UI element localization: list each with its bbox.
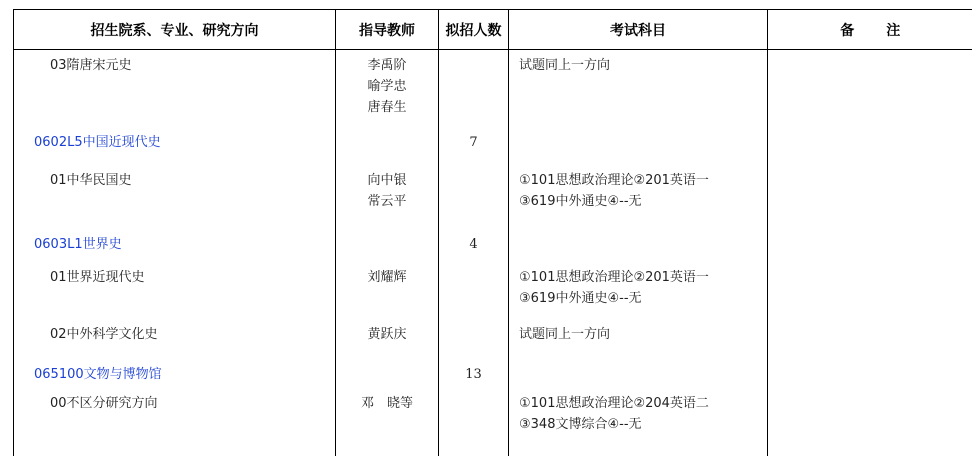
supervisor-cell xyxy=(336,356,439,388)
exam-subjects-cell xyxy=(509,124,768,165)
supervisor-name: 常云平 xyxy=(367,193,407,209)
quota-cell: 7 xyxy=(439,124,509,165)
major-name: 0602L5中国近现代史 xyxy=(14,124,336,165)
remarks-cell xyxy=(768,319,972,356)
exam-subjects-line: ①101思想政治理论②201英语一 xyxy=(519,269,709,285)
major-name: 065100文物与博物馆 xyxy=(14,356,336,388)
supervisor-name: 李禹阶 xyxy=(367,58,407,73)
exam-subjects-cell xyxy=(509,319,768,356)
quota-cell xyxy=(439,165,509,226)
remarks-cell xyxy=(768,165,972,226)
supervisor-cell xyxy=(336,165,439,226)
quota-cell xyxy=(439,262,509,319)
supervisor-cell xyxy=(336,124,439,165)
exam-subjects-line: 试题同上一方向 xyxy=(519,58,611,73)
supervisor-name: 向中银 xyxy=(367,172,407,188)
remarks-cell xyxy=(768,50,972,124)
header-remarks-b: 注 xyxy=(886,22,901,39)
header-exam-subjects: 考试科目 xyxy=(509,10,768,50)
header-remarks-a: 备 xyxy=(840,22,855,39)
quota-cell xyxy=(439,388,509,456)
supervisor-name: 刘耀辉 xyxy=(367,269,407,285)
supervisor-cell xyxy=(336,388,439,456)
enrollment-table xyxy=(13,9,972,456)
table-row-major xyxy=(14,226,972,262)
direction-name: 03隋唐宋元史 xyxy=(14,50,336,124)
exam-subjects-line: 试题同上一方向 xyxy=(519,326,611,342)
exam-subjects-line: ①101思想政治理论②204英语二 xyxy=(519,395,709,411)
header-remarks xyxy=(768,10,972,50)
quota-cell xyxy=(439,319,509,356)
quota-cell xyxy=(439,50,509,124)
exam-subjects-cell xyxy=(509,388,768,456)
exam-subjects-line: ③348文博综合④--无 xyxy=(519,416,642,432)
supervisor-name: 唐春生 xyxy=(367,100,407,115)
supervisor-cell xyxy=(336,262,439,319)
exam-subjects-line: ③619中外通史④--无 xyxy=(519,193,642,209)
table-row-major xyxy=(14,356,972,388)
table-row-major xyxy=(14,124,972,165)
supervisor-cell xyxy=(336,226,439,262)
exam-subjects-cell xyxy=(509,262,768,319)
table-row xyxy=(14,319,972,356)
remarks-cell xyxy=(768,356,972,388)
remarks-cell xyxy=(768,388,972,456)
quota-cell: 13 xyxy=(439,356,509,388)
direction-name: 01世界近现代史 xyxy=(14,262,336,319)
exam-subjects-cell xyxy=(509,226,768,262)
table-row xyxy=(14,262,972,319)
supervisor-cell xyxy=(336,50,439,124)
exam-subjects-cell xyxy=(509,356,768,388)
supervisor-cell xyxy=(336,319,439,356)
direction-name: 00不区分研究方向 xyxy=(14,388,336,456)
major-name: 0603L1世界史 xyxy=(14,226,336,262)
exam-subjects-line: ①101思想政治理论②201英语一 xyxy=(519,172,709,188)
exam-subjects-line: ③619中外通史④--无 xyxy=(519,290,642,306)
table-row xyxy=(14,165,972,226)
supervisor-name: 喻学忠 xyxy=(367,79,407,94)
remarks-cell xyxy=(768,226,972,262)
exam-subjects-cell xyxy=(509,165,768,226)
direction-name: 02中外科学文化史 xyxy=(14,319,336,356)
remarks-cell xyxy=(768,124,972,165)
exam-subjects-cell xyxy=(509,50,768,124)
supervisor-name: 黄跃庆 xyxy=(367,326,407,342)
header-quota: 拟招人数 xyxy=(439,10,509,50)
table-row xyxy=(14,388,972,456)
table-header-row xyxy=(14,10,972,50)
supervisor-name: 邓 晓等 xyxy=(360,395,413,411)
quota-cell: 4 xyxy=(439,226,509,262)
remarks-cell xyxy=(768,262,972,319)
table-row xyxy=(14,50,972,124)
direction-name: 01中华民国史 xyxy=(14,165,336,226)
header-department: 招生院系、专业、研究方向 xyxy=(14,10,336,50)
header-supervisor: 指导教师 xyxy=(336,10,439,50)
